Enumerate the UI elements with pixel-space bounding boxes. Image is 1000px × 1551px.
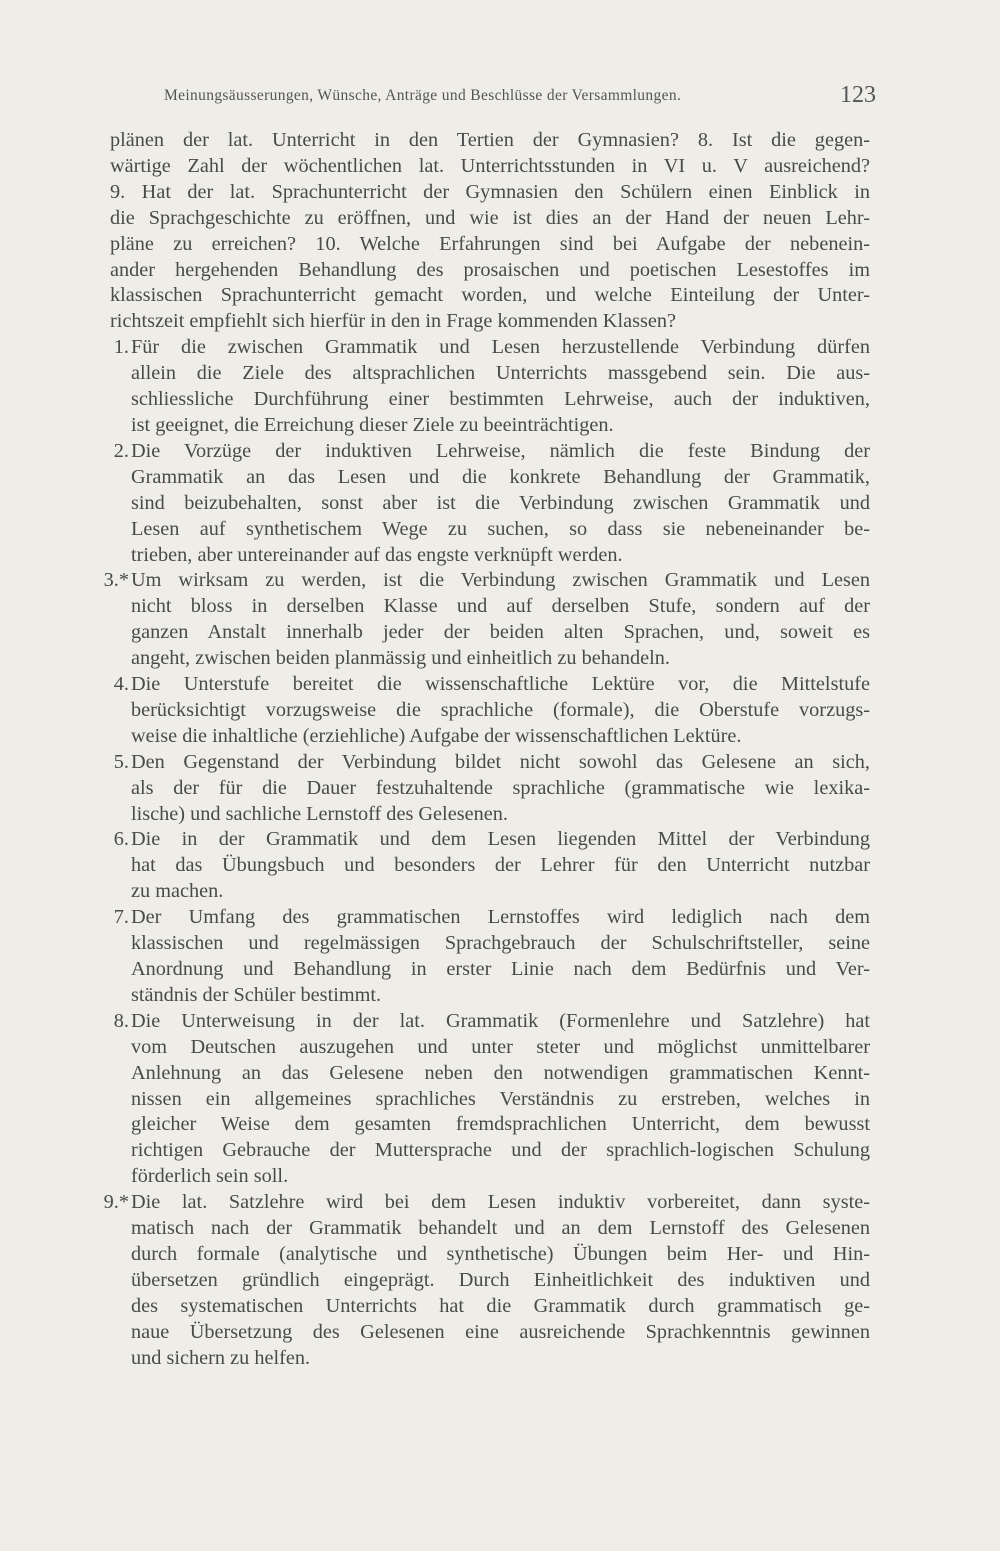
text-line: Die Unterstufe bereitet die wissenschaftliche Lektüre vor, die Mittelstufe bbox=[131, 673, 870, 696]
text-line: klassischen Sprachunterricht gemacht worden, und welche Einteilung der Unter- bbox=[110, 284, 870, 307]
text-line: zu machen. bbox=[131, 880, 224, 903]
text-line: matisch nach der Grammatik behandelt und an dem Lernstoff des Gelesenen bbox=[131, 1217, 870, 1240]
text-line: richtigen Gebrauche der Muttersprache und der sprachlich-logischen Schulung bbox=[131, 1139, 870, 1162]
thesis-item-9 bbox=[103, 1190, 870, 1371]
text-line: Anordnung und Behandlung in erster Linie nach dem Bedürfnis und Ver- bbox=[131, 958, 870, 980]
thesis-item-7 bbox=[110, 905, 870, 1009]
thesis-number: 4. bbox=[113, 673, 129, 696]
thesis-item-2 bbox=[110, 439, 870, 569]
thesis-item-6 bbox=[110, 827, 870, 905]
text-line: Die Vorzüge der induktiven Lehrweise, nämlich die feste Bindung der bbox=[131, 439, 870, 462]
text-line: durch formale (analytische und synthetische) Übungen beim Her- und Hin- bbox=[131, 1242, 870, 1265]
text-line: berücksichtigt vorzugsweise die sprachliche (formale), die Oberstufe vorzugs- bbox=[131, 698, 870, 721]
text-line: Den Gegenstand der Verbindung bildet nicht sowohl das Gelesene an sich, bbox=[131, 750, 870, 773]
body-text bbox=[103, 128, 870, 1372]
text-line: als der für die Dauer festzuhaltende sprachliche (grammatische wie lexika- bbox=[131, 776, 870, 799]
text-line: schliessliche Durchführung einer bestimmten Lehrweise, auch der induktiven, bbox=[131, 388, 870, 411]
thesis-item-1 bbox=[110, 335, 870, 439]
thesis-item-8 bbox=[110, 1009, 870, 1190]
text-line: ganzen Anstalt innerhalb jeder der beiden alten Sprachen, und, soweit es bbox=[131, 621, 870, 644]
thesis-number: 2. bbox=[113, 439, 129, 462]
thesis-number: 8. bbox=[113, 1009, 129, 1032]
text-line: Um wirksam zu werden, ist die Verbindung zwischen Grammatik und Lesen bbox=[131, 569, 870, 592]
thesis-item-4 bbox=[110, 672, 870, 750]
thesis-number: 3.* bbox=[103, 569, 129, 592]
text-line: übersetzen gründlich eingeprägt. Durch Einheitlichkeit des induktiven und bbox=[131, 1268, 870, 1291]
text-line: förderlich sein soll. bbox=[131, 1165, 289, 1188]
running-header bbox=[164, 82, 876, 112]
text-line: sind beizubehalten, sonst aber ist die Verbindung zwischen Grammatik und bbox=[131, 491, 870, 514]
text-line: nissen ein allgemeines sprachliches Verständnis zu erstreben, welches in bbox=[131, 1087, 870, 1110]
text-line: pläne zu erreichen? 10. Welche Erfahrungen sind bei Aufgabe der nebenein- bbox=[110, 232, 870, 255]
text-line: Die in der Grammatik und dem Lesen liegenden Mittel der Verbindung bbox=[131, 828, 870, 851]
page-number: 123 bbox=[840, 82, 876, 108]
text-line: plänen der lat. Unterricht in den Tertien der Gymnasien? 8. Ist die gegen- bbox=[110, 129, 870, 151]
text-line: des systematischen Unterrichts hat die Grammatik durch grammatisch ge- bbox=[131, 1294, 870, 1317]
text-line: angeht, zwischen beiden planmässig und einheitlich zu behandeln. bbox=[131, 647, 670, 670]
text-line: lische) und sachliche Lernstoff des Gelesenen. bbox=[131, 802, 508, 825]
text-line: nicht bloss in derselben Klasse und auf derselben Stufe, sondern auf der bbox=[131, 595, 870, 618]
text-line: hat das Übungsbuch und besonders der Lehrer für den Unterricht nutzbar bbox=[131, 854, 870, 877]
text-line: Für die zwischen Grammatik und Lesen herzustellende Verbindung dürfen bbox=[131, 336, 870, 359]
text-line: weise die inhaltliche (erziehliche) Aufgabe der wissenschaftlichen Lektüre. bbox=[131, 724, 742, 747]
text-line: wärtige Zahl der wöchentlichen lat. Unterrichtsstunden in VI u. V ausreichend? bbox=[110, 154, 870, 177]
intro-paragraph bbox=[110, 128, 870, 335]
text-line: naue Übersetzung des Gelesenen eine ausreichende Sprachkenntnis gewinnen bbox=[131, 1320, 870, 1343]
text-line: Die lat. Satzlehre wird bei dem Lesen induktiv vorbereitet, dann syste- bbox=[131, 1191, 870, 1214]
text-line: Anlehnung an das Gelesene neben den notwendigen grammatischen Kennt- bbox=[131, 1061, 870, 1084]
text-line: trieben, aber untereinander auf das engste verknüpft werden. bbox=[131, 543, 623, 566]
text-line: klassischen und regelmässigen Sprachgebrauch der Schulschriftsteller, seine bbox=[131, 932, 870, 955]
text-line: 9. Hat der lat. Sprachunterricht der Gymnasien den Schülern einen Einblick in bbox=[110, 180, 870, 203]
text-line: ist geeignet, die Erreichung dieser Ziele zu beeinträchtigen. bbox=[131, 413, 614, 436]
thesis-number: 7. bbox=[113, 906, 129, 929]
text-line: Lesen auf synthetischem Wege zu suchen, so dass sie nebeneinander be- bbox=[131, 517, 870, 540]
text-line: allein die Ziele des altsprachlichen Unterrichts massgebend sein. Die aus- bbox=[131, 362, 870, 385]
thesis-number: 9.* bbox=[103, 1191, 129, 1214]
running-title: Meinungsäusserungen, Wünsche, Anträge und Beschlüsse der Versammlungen. bbox=[164, 87, 682, 104]
text-line: Grammatik an das Lesen und die konkrete Behandlung der Grammatik, bbox=[131, 465, 870, 488]
text-line: und sichern zu helfen. bbox=[131, 1346, 311, 1369]
text-line: die Sprachgeschichte zu eröffnen, und wie ist dies an der Hand der neuen Lehr- bbox=[110, 206, 870, 229]
text-line: gleicher Weise dem gesamten fremdsprachlichen Unterricht, dem bewusst bbox=[131, 1113, 870, 1136]
thesis-number: 1. bbox=[113, 336, 129, 359]
thesis-item-3 bbox=[103, 568, 870, 672]
thesis-item-5 bbox=[110, 750, 870, 828]
text-line: richtszeit empfiehlt sich hierfür in den in Frage kommenden Klassen? bbox=[110, 310, 677, 333]
text-line: ander hergehenden Behandlung des prosaischen und poetischen Lesestoffes im bbox=[110, 258, 870, 281]
thesis-number: 5. bbox=[113, 750, 129, 773]
text-line: Der Umfang des grammatischen Lernstoffes wird lediglich nach dem bbox=[131, 906, 870, 929]
text-line: ständnis der Schüler bestimmt. bbox=[131, 983, 382, 1006]
text-line: vom Deutschen auszugehen und unter steter und möglichst unmittelbarer bbox=[131, 1035, 870, 1058]
thesis-number: 6. bbox=[113, 828, 129, 851]
text-line: Die Unterweisung in der lat. Grammatik (Formenlehre und Satzlehre) hat bbox=[131, 1009, 870, 1032]
